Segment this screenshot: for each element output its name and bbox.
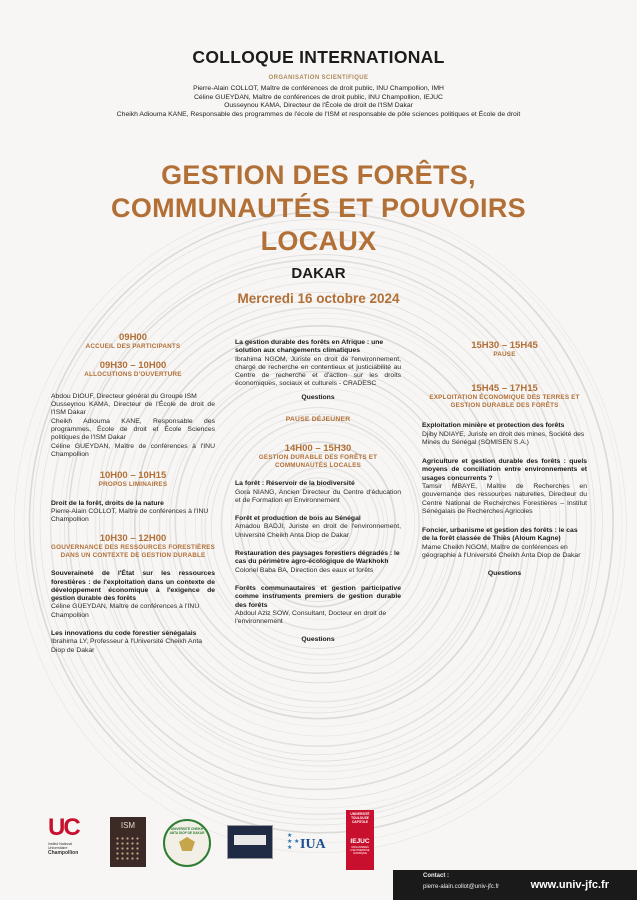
talk-speaker: Céline GUEYDAN, Maître de conférences à l'INU Champollion — [51, 603, 200, 619]
organiser-line: Ousseynou KAMA, Directeur de l'École de droit de l'ISM Dakar — [224, 102, 413, 110]
lunch-break: PAUSE DÉJEUNER — [285, 416, 351, 424]
ucad-seal-text: UNIVERSITÉ CHEIKH ANTA DIOP DE DAKAR — [169, 827, 205, 835]
iua-text: IUA — [300, 837, 326, 852]
talk-speaker: Mame Cheikh NGOM, Maître de conférences en géographie à l'Université Cheikh Anta Diop de Dakar — [422, 543, 581, 560]
session-title: PAUSE — [493, 351, 516, 358]
time-slot: 10H30 – 12H00 — [99, 533, 167, 545]
uc-name: Champollion — [48, 850, 79, 856]
organisation-list — [0, 85, 637, 119]
stars-icon: ★ ★ ★ ★ — [287, 833, 300, 851]
organiser-line: Céline GUEYDAN, Maître de conférences de droit public, INU Champollion, IEJUC — [194, 93, 443, 101]
ism-pattern-icon — [115, 836, 141, 862]
talk-title: Agriculture et gestion durable des forêts : quels moyens de conciliation entre environnements et usages concurrents ? — [422, 458, 587, 482]
organisation-label: ORGANISATION SCIENTIFIQUE — [268, 75, 369, 81]
crest-icon — [179, 837, 195, 851]
talk-title: Les innovations du code forestier sénégalais — [51, 630, 197, 638]
talk-speaker: Amadou BADJI, Juriste en droit de l'environnement, Université Cheikh Anta Diop de Dakar — [235, 523, 401, 539]
event-city: DAKAR — [291, 265, 346, 282]
talk-speaker: Djiby NDIAYE, Juriste en droit des mines, Société des Mines du Sénégal (SOMISEN S.A.) — [422, 430, 585, 446]
organiser-line: Pierre-Alain COLLOT, Maître de conférences de droit public, INU Champollion, IMH — [193, 85, 444, 92]
tlse-text: UNIVERSITÉ TOULOUSE CAPITOLE — [350, 812, 370, 824]
opening-speakers: Abdou DIOUF, Directeur général du Groupe ISM Ousseynou KAMA, Directeur de l'École de droit de l'ISM Dakar Cheikh Adiouma KANE, Responsable des programmes, École de droit et École Sciences politiques de l'ISM Dakar Céline GUEYDAN, Maître de conférences à l'INU Champollion — [51, 392, 215, 458]
talk-speaker: Pierre-Alain COLLOT, Maître de conférences à l'INU Champollion — [51, 507, 209, 524]
session-title: ACCUEIL DES PARTICIPANTS — [85, 343, 181, 350]
questions-label: Questions — [301, 393, 335, 401]
iejuc-text: IEJUC — [350, 838, 370, 846]
talk-title: Forêt et production de bois au Sénégal — [235, 515, 361, 523]
uc-mark: UC — [48, 814, 79, 841]
title-line: COMMUNAUTÉS ET POUVOIRS — [111, 193, 526, 223]
website-link[interactable]: www.univ-jfc.fr — [530, 879, 609, 891]
title-line: LOCAUX — [260, 226, 377, 256]
time-slot: 15H45 – 17H15 — [471, 383, 538, 395]
partner-logo — [227, 825, 273, 859]
footer-bar — [393, 870, 637, 900]
talk-title: Restauration des paysages forestiers dégradés : le cas du périmètre agro-écologique de Warkhokh — [235, 550, 400, 566]
talk-title: Exploitation minière et protection des forêts — [422, 422, 565, 430]
talk-speaker: Abdoul Aziz SOW, Consultant, Docteur en droit de l'environnement — [235, 609, 387, 626]
time-slot: 10H00 – 10H15 — [99, 470, 167, 482]
session-title: GESTION DURABLE DES FORÊTS ET COMMUNAUTÉS LOCALES — [258, 454, 378, 469]
session-title: EXPLOITATION ÉCONOMIQUE DES TERRES ET GESTION DURABLE DES FORÊTS — [429, 394, 580, 409]
talk-title: Droit de la forêt, droits de la nature — [51, 499, 164, 507]
talk-speaker: Ibrahima NGOM, Juriste en droit de l'environnement, chargé de recherche en contentieux et justiciabilité au Centre de recherche et d'action sur les droits économiques, sociaux et culturels - CRADESC — [235, 355, 401, 388]
questions-label: Questions — [301, 636, 335, 644]
talk-title: Souveraineté de l'État sur les ressources forestières : de l'exploitation dans un contexte de développement économique à l'exigence de gestion durable des forêts — [51, 570, 215, 603]
session-title: GOUVERNANCE DES RESSOURCES FORESTIÈRES DANS UN CONTEXTE DE GESTION DURABLE — [51, 544, 215, 559]
time-slot: 15H30 – 15H45 — [471, 340, 538, 351]
contact-email[interactable]: pierre-alain.collot@univ-jfc.fr — [423, 884, 500, 890]
program-column-midday — [235, 339, 401, 645]
session-title: ALLOCUTIONS D'OUVERTURE — [84, 371, 182, 379]
ism-logo — [110, 817, 146, 867]
talk-title: La gestion durable des forêts en Afrique : une solution aux changements climatiques — [235, 339, 384, 355]
event-title — [0, 159, 637, 258]
talk-speaker: Ibrahima LY, Professeur à l'Université Cheikh Anta Diop de Dakar — [51, 638, 203, 654]
iua-logo — [287, 821, 331, 867]
ism-text: ISM — [120, 821, 136, 830]
talk-speaker: Tamsir MBAYE, Maître de Recherches en gouvernance des ressources naturelles, Directeur du Centre National de Recherches Forestières – Institut Sénégalais de Recherches Agricoles — [422, 483, 587, 515]
ucad-seal — [163, 819, 211, 867]
contact-label: Contact : — [423, 873, 449, 879]
iejuc-logo — [346, 810, 374, 870]
time-slot: 14H00 – 15H30 — [284, 443, 352, 455]
event-date: Mercredi 16 octobre 2024 — [237, 291, 400, 306]
time-slot: 09H30 – 10H00 — [99, 360, 167, 372]
iejuc-sub: ORGANISMES D'ENTREPRISE JURIDIQUE — [350, 846, 370, 856]
colloque-heading: COLLOQUE INTERNATIONAL — [192, 47, 445, 67]
session-title: PROPOS LIMINAIRES — [98, 481, 168, 489]
talk-title: Forêts communautaires et gestion participative comme instruments premiers de gestion durable des forêts — [235, 584, 401, 609]
organiser-line: Cheikh Adiouma KANE, Responsable des programmes de l'école de l'ISM et responsable de pôle sciences politiques et École de droit — [116, 110, 521, 118]
program-column-afternoon — [422, 340, 587, 579]
talk-speaker: Colonel Baba BA, Direction des eaux et forêts — [235, 566, 374, 574]
talk-title: La forêt : Réservoir de la biodiversité — [235, 480, 355, 488]
champollion-logo — [48, 816, 88, 856]
program-column-morning — [51, 332, 215, 655]
talk-speaker: Gora NIANG, Ancien Directeur du Centre d'éducation et de Formation en Environnement — [235, 488, 401, 504]
time-slot: 09H00 — [119, 332, 147, 343]
questions-label: Questions — [487, 570, 522, 578]
talk-title: Foncier, urbanisme et gestion des forêts : le cas de la forêt classée de Thiès (Aloum Kagne) — [422, 527, 578, 543]
uc-caption: Institut National Universitaire — [48, 842, 73, 850]
partner-mark-icon — [234, 835, 266, 845]
title-line: GESTION DES FORÊTS, — [161, 160, 476, 190]
